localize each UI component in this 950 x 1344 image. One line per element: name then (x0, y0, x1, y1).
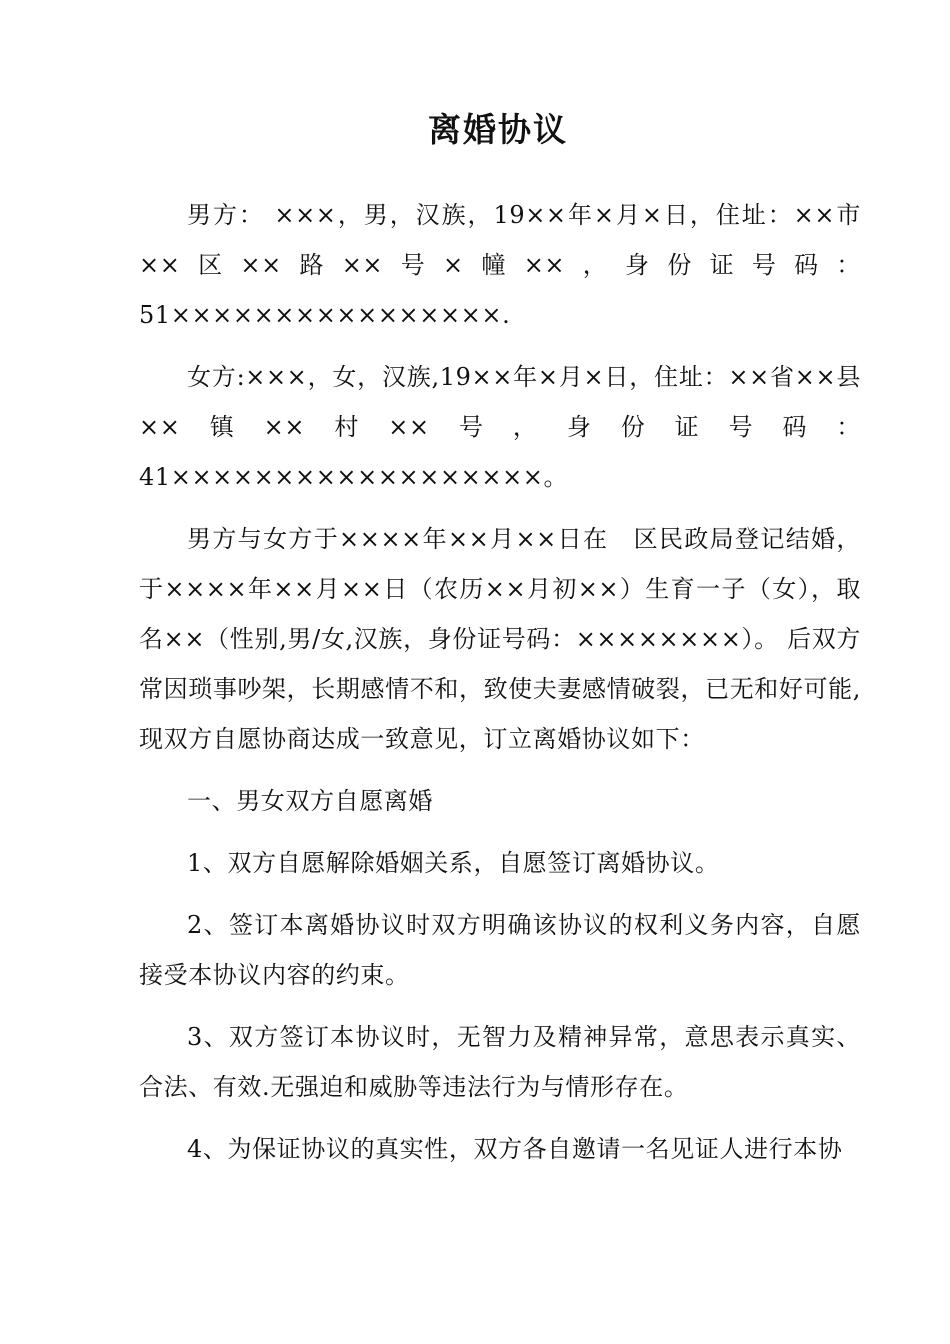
document-title: 离婚协议 (428, 110, 568, 149)
clause-3: 3、双方签订本协议时，无智力及精神异常，意思表示真实、合法、有效.无强迫和威胁等违法行为与情形存在。 (139, 1023, 861, 1101)
clause-1: 1、双方自愿解除婚姻关系，自愿签订离婚协议。 (187, 849, 720, 877)
document-body (139, 190, 861, 1186)
paragraph-background: 男方与女方于××××年××月××日在 区民政局登记结婚，于××××年××月××日（农历××月初××）生育一子（女），取名××（性别,男/女,汉族，身份证号码：××××××××）。 后双方常因琐事吵架，长期感情不和，致使夫妻感情破裂，已无和好可能,现双方自愿协商达成一致意见，订立离婚协议如下： (139, 525, 861, 753)
paragraph-female-party: 女方:×××，女，汉族,19××年×月×日，住址：××省××县××镇××村××号，身份证号码： 41××××××××××××××××××。 (139, 363, 861, 491)
clause-2: 2、签订本离婚协议时双方明确该协议的权利义务内容，自愿接受本协议内容的约束。 (139, 911, 861, 989)
clause-4: 4、为保证协议的真实性，双方各自邀请一名见证人进行本协 (187, 1135, 843, 1163)
paragraph-male-party: 男方： ×××，男，汉族，19××年×月×日，住址：××市××区××路××号×幢××，身份证号码： 51××××××××××××××××. (139, 201, 861, 329)
section-heading-1: 一、男女双方自愿离婚 (187, 787, 433, 815)
